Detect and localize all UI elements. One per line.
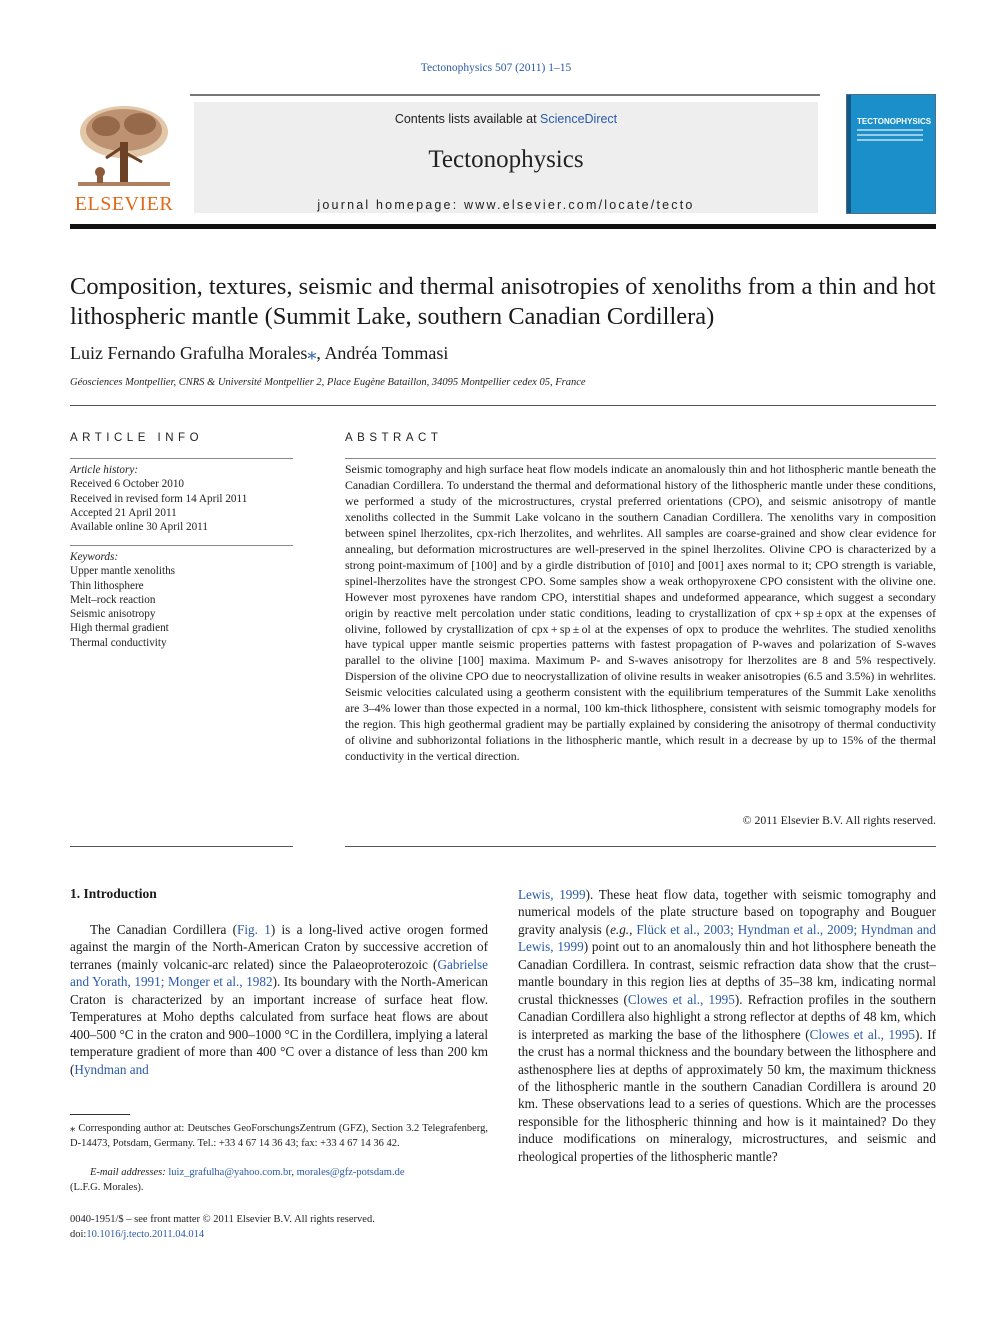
cover-stripe: [847, 95, 851, 213]
author-list: [70, 343, 448, 364]
article-info-rule: [70, 458, 293, 459]
info-bottom-rule: [70, 846, 293, 847]
paragraph-text: ,: [629, 921, 637, 937]
author-1[interactable]: Luiz Fernando Grafulha Morales: [70, 343, 308, 363]
paragraph-text: ). These heat flow data, together with seismic tomography and numerical models of the plate structure based on topography and Bouguer gravity analysis (: [518, 887, 936, 937]
abstract-rule: [345, 458, 936, 459]
cover-decoration: [857, 129, 923, 144]
email-footnote: [70, 1166, 488, 1196]
citation-link[interactable]: Lewis, 1999: [518, 887, 586, 902]
doi-line: [70, 1228, 488, 1243]
email-link-1[interactable]: luiz_grafulha@yahoo.com.br: [168, 1167, 292, 1178]
keyword-item: High thermal gradient: [70, 622, 169, 635]
contents-prefix: Contents lists available at: [394, 112, 541, 126]
paragraph-text: e.g.: [610, 921, 630, 937]
issn-line: 0040-1951/$ – see front matter © 2011 Elsevier B.V. All rights reserved.: [70, 1214, 375, 1225]
email-separator: ,: [291, 1167, 297, 1178]
keywords: [70, 550, 175, 650]
email-label: E-mail addresses:: [90, 1167, 166, 1178]
elsevier-tree-icon: [76, 102, 172, 192]
citation-link[interactable]: Flück et al., 2003; Hyndman et al., 2009; Hyndman and Lewis, 1999: [518, 921, 936, 955]
author-separator: ,: [316, 343, 325, 363]
abstract-heading: ABSTRACT: [345, 432, 443, 444]
paragraph-text: ). Its boundary with the North-American Craton is characterized by an important increase of surface heat flow. Temperatures at Moho depths calculated from surface heat flows are about 400–500 °C in the craton and 900–1000 °C in the Cordillera, implying a lateral temperature gradient of more than 400 °C over a distance of less than 200 km (: [70, 974, 488, 1077]
abstract-bottom-rule: [345, 846, 936, 847]
header-divider: [70, 405, 936, 406]
keyword-item: Upper mantle xenoliths: [70, 565, 176, 578]
intro-column-2: [518, 886, 936, 1165]
citation-link[interactable]: Fig. 1: [237, 922, 271, 937]
paragraph-text: The Canadian Cordillera (: [90, 922, 238, 937]
history-online: Available online 30 April 2011: [70, 521, 208, 534]
footnote-rule: [70, 1114, 130, 1115]
history-received: Received 6 October 2010: [70, 478, 185, 491]
intro-heading: 1. Introduction: [70, 886, 157, 901]
keyword-item: Thermal conductivity: [70, 636, 167, 649]
paragraph-text: ) is a long-lived active orogen formed against the margin of the North-American Craton by successive accretion of terranes (mainly volcanic-arc related) since the Palaeoproterozoic (: [70, 922, 489, 972]
keyword-item: Melt–rock reaction: [70, 593, 156, 606]
paragraph-text: ) point out to an anomalously thin and hot lithosphere beneath the Canadian Cordillera. In contrast, seismic refraction data show that the crust–mantle boundary in this region lies at depths of 35–38 km, indicating normal crustal thicknesses (: [518, 939, 936, 1007]
abstract-copyright: © 2011 Elsevier B.V. All rights reserved.: [742, 813, 936, 827]
email-owner: (L.F.G. Morales).: [70, 1181, 144, 1193]
citation-link[interactable]: Hyndman and: [74, 1061, 149, 1077]
intro-column-1: [70, 921, 488, 1078]
doi-label: doi:: [70, 1229, 87, 1240]
article-history: [70, 463, 247, 534]
corresponding-author-mark[interactable]: ⁎: [307, 343, 317, 363]
history-revised: Received in revised form 14 April 2011: [70, 492, 248, 505]
email-link-2[interactable]: morales@gfz-potsdam.de: [296, 1167, 405, 1178]
journal-citation[interactable]: Tectonophysics 507 (2011) 1–15: [420, 62, 572, 74]
keywords-label: Keywords:: [70, 551, 119, 563]
affiliation: Géosciences Montpellier, CNRS & Université Montpellier 2, Place Eugène Bataillon, 34095 Montpellier cedex 05, France: [70, 377, 586, 388]
citation-link[interactable]: Clowes et al., 1995: [809, 1026, 915, 1042]
paragraph-text: ). If the crust has a normal thickness and the boundary between the lithosphere and asthenosphere lies at depths of approximately 50 km, the maximum thickness of the lithospheric mantle in the southern Canadian Cordillera is around 20 km. These observations lead to a series of questions. Which are the processes responsible for the lithospheric thinning and how is it maintained? Do they induce modifications on mineralogy, microstructures, and seismic and rheological properties of the lithospheric mantle?: [518, 1026, 936, 1164]
journal-homepage-link[interactable]: journal homepage: www.elsevier.com/locate/tecto: [317, 198, 695, 212]
cover-title: TECTONOPHYSICS: [857, 117, 932, 126]
doi-link[interactable]: 10.1016/j.tecto.2011.04.014: [86, 1229, 205, 1240]
journal-masthead: [70, 94, 936, 216]
contents-line: [194, 112, 818, 126]
article-title: Composition, textures, seismic and thermal anisotropies of xenoliths from a thin and hot lithospheric mantle (Summit Lake, southern Canadian Cordillera): [70, 273, 936, 330]
citation-link[interactable]: Clowes et al., 1995: [627, 991, 735, 1007]
journal-banner: [194, 102, 818, 213]
masthead-bottom-rule: [70, 224, 936, 229]
keywords-rule: [70, 545, 293, 546]
corresponding-author-footnote: ⁎ Corresponding author at: Deutsches GeoForschungsZentrum (GFZ), Section 3.2 Telegrafenberg, D-14473, Potsdam, Germany. Tel.: +33 4 67 14 36 43; fax: +33 4 67 14 36 42.: [70, 1123, 488, 1149]
masthead-top-rule: [190, 94, 820, 96]
journal-cover-thumbnail[interactable]: [846, 94, 936, 214]
elsevier-logo: [70, 102, 178, 218]
journal-name: Tectonophysics: [428, 146, 584, 173]
sciencedirect-link[interactable]: ScienceDirect: [540, 112, 618, 126]
article-info-heading: ARTICLE INFO: [70, 432, 204, 444]
abstract-body: Seismic tomography and high surface heat flow models indicate an anomalously thin and hot lithospheric mantle beneath the Canadian Cordillera. To understand the thermal and deformational history of the lithospheric mantle under these conditions, we performed a study of the microstructures, crystal preferred orientations (CPO), and seismic anisotropy of mantle xenoliths collected in the Summit Lake volcano in the southern Canadian Cordillera. The xenoliths vary in composition between spinel lherzolites, cpx-rich lherzolites, and wehrlites. All samples are coarse-grained and show clear evidence for annealing, but deformation microstructures are well-preserved in the spinel lherzolites. Olivine CPO is characterized by a strong point-maximum of [100] and by a girdle distribution of [010] and [001] axes normal to it; CPO strength is variable, spinel-lherzolites have the strongest CPO. Some samples show a weak orthopyroxene CPO consistent with the olivine one. However most pyroxenes have random CPO, interstitial shapes and undeformed appearance, which suggest a secondary origin by reactive melt percolation under static conditions, leading to crystallization of cpx + sp ± opx at the expenses of olivine, followed by crystallization of cpx + sp ± ol at the expenses of opx to produce the wehrlites. The studied xenoliths have typical upper mantle seismic properties patterns with fastest propagation of P-waves and polarization of S-waves parallel to the olivine [100] maxima. Maximum P- and S-waves anisotropy for lherzolites are 8 and 5% respectively. Dispersion of the olivine CPO due to neocrystallization of olivine results in weaker anisotropies (6.5 and 3.5%) in wehrlites. Seismic velocities calculated using a geotherm consistent with the equilibrium temperatures of the Summit Lake xenoliths are 3–4% lower than those expected in a normal, 100 km-thick lithosphere, consistent with seismic tomography models for the region. This high geothermal gradient may be partially explained by considering the anisotropy of thermal conductivity of olivine and subhorizontal foliations in the lithospheric mantle, which result in a decrease by up to 15% of the thermal conductivity in the vertical direction.: [345, 462, 936, 764]
keyword-item: Thin lithosphere: [70, 579, 144, 592]
keyword-item: Seismic anisotropy: [70, 608, 156, 621]
history-label: Article history:: [70, 464, 139, 476]
elsevier-wordmark: ELSEVIER: [74, 193, 174, 215]
history-accepted: Accepted 21 April 2011: [70, 506, 177, 519]
author-2[interactable]: Andréa Tommasi: [324, 343, 449, 363]
paragraph-text: ). Refraction profiles in the southern Canadian Cordillera also highlight a strong reflector at depths of 48 km, which is interpreted as marking the base of the lithosphere (: [518, 991, 936, 1042]
citation-link[interactable]: Gabrielse and Yorath, 1991; Monger et al., 1982: [70, 956, 488, 990]
